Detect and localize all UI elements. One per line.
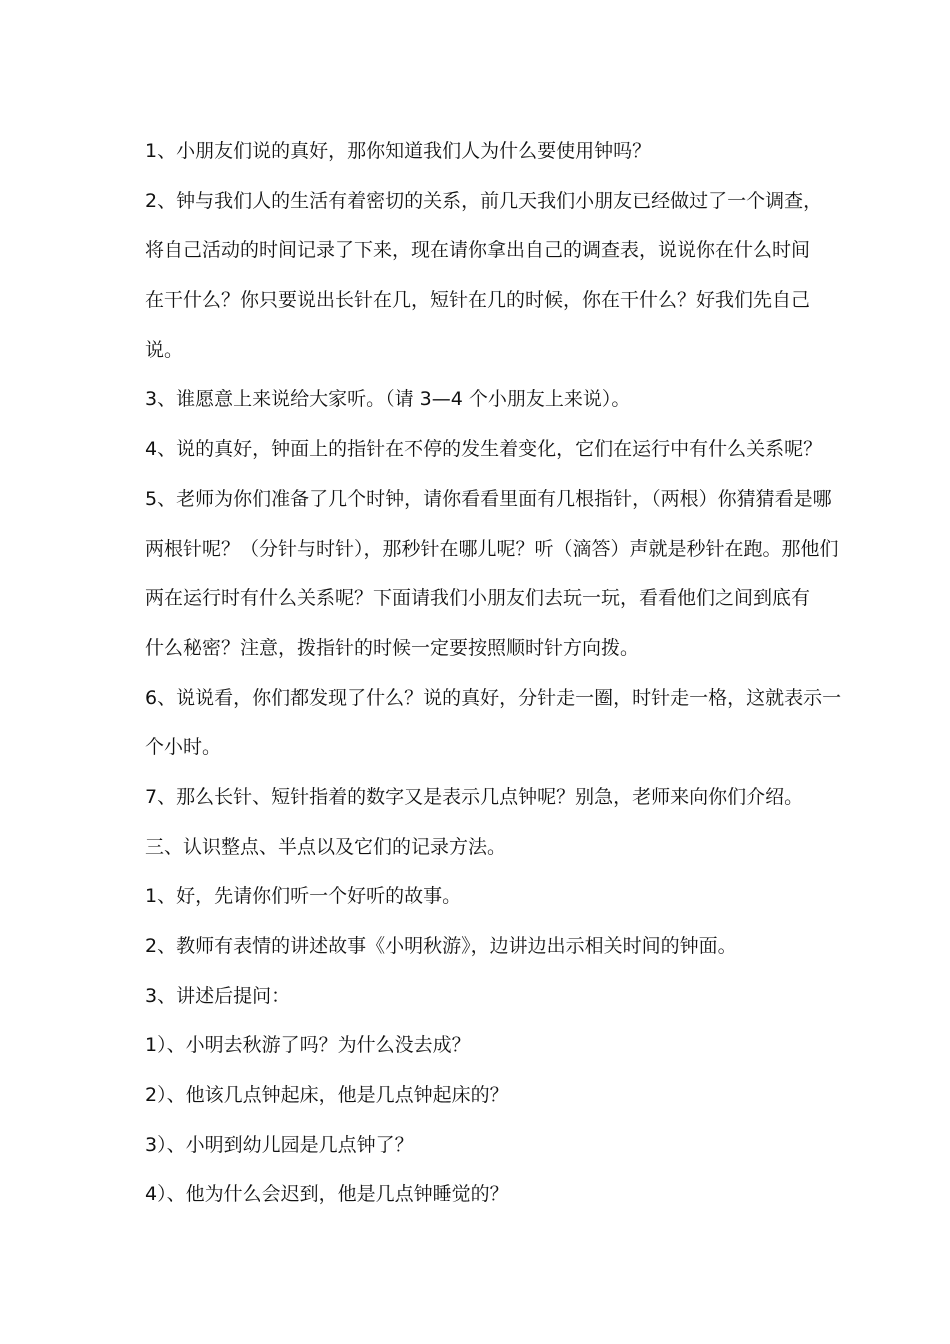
text-line-7: 4、说的真好，钟面上的指针在不停的发生着变化，它们在运行中有什么关系呢？ [145,438,823,461]
text-line-12: 6、说说看，你们都发现了什么？说的真好，分针走一圈，时针走一格，这就表示一 [145,686,842,709]
text-line-4: 在干什么？你只要说出长针在几，短针在几的时候，你在干什么？好我们先自己 [145,289,811,312]
text-line-8: 5、老师为你们准备了几个时钟，请你看看里面有几根指针，（两根）你猜猜看是哪 [145,487,832,510]
text-line-9: 两根针呢？（分针与时针），那秒针在哪儿呢？听（滴答）声就是秒针在跑。那他们 [145,537,839,560]
text-line-14: 7、那么长针、短针指着的数字又是表示几点钟呢？别急，老师来向你们介绍。 [145,785,804,808]
text-line-13: 个小时。 [145,736,222,759]
question-4: 4）、他为什么会迟到，他是几点钟睡觉的？ [145,1183,509,1206]
text-line-2: 2、钟与我们人的生活有着密切的关系，前几天我们小朋友已经做过了一个调查， [145,189,823,212]
document-body [145,131,842,1224]
text-line-11: 什么秘密？注意，拨指针的时候一定要按照顺时针方向拨。 [145,636,640,659]
question-2: 2）、他该几点钟起床，他是几点钟起床的？ [145,1084,509,1107]
question-3: 3）、小明到幼儿园是几点钟了？ [145,1133,414,1156]
text-line-3: 将自己活动的时间记录了下来，现在请你拿出自己的调查表，说说你在什么时间 [145,239,811,262]
text-line-17: 2、教师有表情的讲述故事《小明秋游》，边讲边出示相关时间的钟面。 [145,935,737,957]
text-line-1: 1、小朋友们说的真好，那你知道我们人为什么要使用钟吗？ [145,140,652,162]
text-line-16: 1、好，先请你们听一个好听的故事。 [145,885,462,908]
section-heading: 三、认识整点、半点以及它们的记录方法。 [145,835,507,858]
text-line-6: 3、谁愿意上来说给大家听。（请 3—4 个小朋友上来说）。 [145,388,631,411]
question-1: 1）、小明去秋游了吗？为什么没去成？ [145,1034,471,1057]
text-line-18: 3、讲述后提问： [145,984,291,1007]
text-line-10: 两在运行时有什么关系呢？下面请我们小朋友们去玩一玩，看看他们之间到底有 [145,587,811,610]
text-line-5: 说。 [145,338,184,361]
